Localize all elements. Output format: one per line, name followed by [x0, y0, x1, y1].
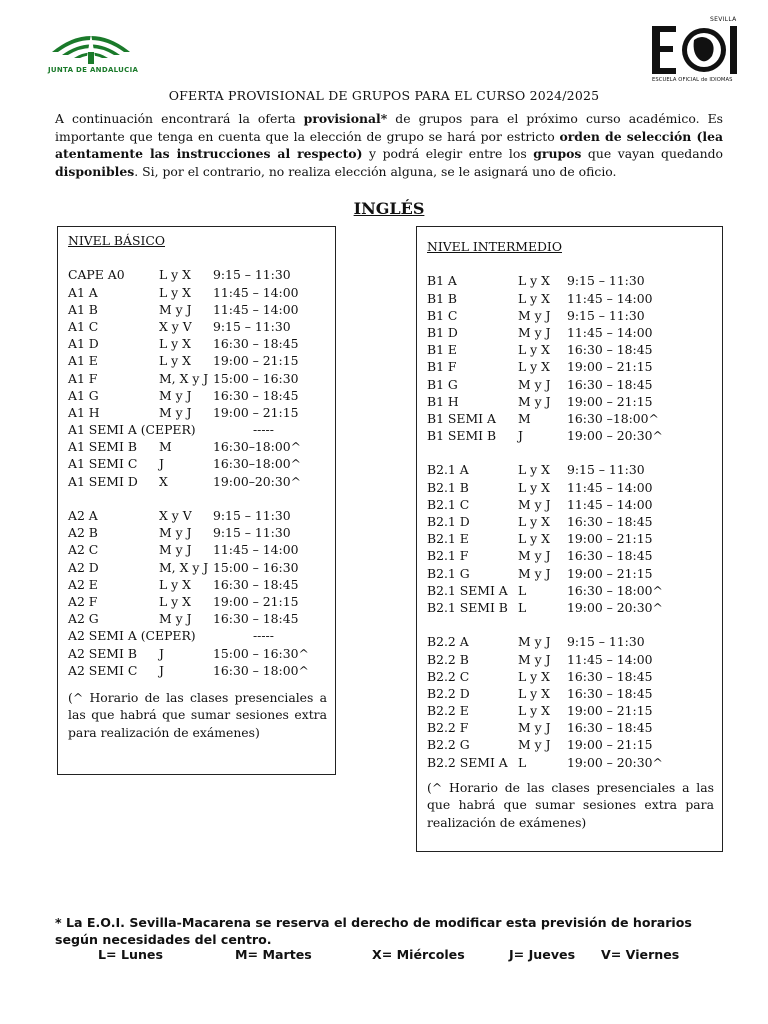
intermediate-days: M y J	[518, 651, 551, 667]
basic-days: L y X	[159, 576, 191, 592]
intermediate-group-name: B1 F	[427, 359, 457, 375]
intermediate-group-name: B1 A	[427, 273, 457, 289]
intermediate-group-name: B1 H	[427, 393, 459, 409]
intermediate-days: J	[518, 428, 523, 444]
basic-days: M y J	[159, 301, 192, 317]
intermediate-group-name: B1 E	[427, 342, 457, 358]
intermediate-row	[427, 461, 722, 478]
basic-row	[68, 559, 335, 576]
basic-days: M, X y J	[159, 370, 209, 386]
basic-time: 11:45 – 14:00	[213, 542, 299, 558]
intermediate-group-name: B2.1 A	[427, 462, 469, 478]
basic-row	[68, 387, 335, 404]
intermediate-time: 16:30 – 18:45	[567, 685, 653, 701]
basic-days: L y X	[159, 284, 191, 300]
intermediate-note: (^ Horario de las clases presenciales a las que habrá que sumar sesiones extra para realización de exámenes)	[427, 779, 714, 830]
basic-group-name: A2 D	[68, 559, 99, 575]
intermediate-days: L y X	[518, 342, 550, 358]
intermediate-group-name: B2.2 G	[427, 737, 470, 753]
intermediate-group-name: B2.1 E	[427, 531, 469, 547]
basic-time: 9:15 – 11:30	[213, 267, 291, 283]
basic-row	[68, 352, 335, 369]
basic-days: M, X y J	[159, 559, 209, 575]
spacer	[427, 616, 722, 633]
intermediate-row	[427, 702, 722, 719]
intermediate-days: L y X	[518, 462, 550, 478]
intermediate-days: L y X	[518, 703, 550, 719]
intermediate-days: M y J	[518, 720, 551, 736]
intermediate-row	[427, 272, 722, 289]
legend-miercoles: X= Miércoles	[372, 947, 465, 962]
basic-time: 15:00 – 16:30	[213, 559, 299, 575]
intermediate-level-box	[416, 226, 723, 852]
intermediate-group-name: B2.2 SEMI A	[427, 754, 508, 770]
basic-time: -----	[253, 628, 274, 644]
basic-time: -----	[253, 422, 274, 438]
intermediate-days: L y X	[518, 359, 550, 375]
legend-martes: M= Martes	[235, 947, 312, 962]
basic-group-name: A2 C	[68, 542, 99, 558]
intermediate-group-name: B2.2 E	[427, 703, 469, 719]
basic-group-name: A2 A	[68, 508, 98, 523]
basic-group-name: A1 B	[68, 301, 98, 317]
intermediate-row	[427, 479, 722, 496]
basic-time: 16:30 – 18:45	[213, 611, 299, 627]
intro-bold: orden de selección (lea atentamente las instrucciones al respecto)	[55, 128, 723, 161]
intermediate-time: 19:00 – 20:30^	[567, 754, 663, 770]
junta-logo-text: JUNTA DE ANDALUCIA	[48, 66, 139, 74]
basic-row	[68, 576, 335, 593]
intermediate-group-name: B2.1 F	[427, 548, 469, 564]
intermediate-days: M y J	[518, 634, 551, 650]
intermediate-group-name: B2.2 B	[427, 651, 469, 667]
intro-text: que vayan quedando	[581, 146, 723, 161]
basic-group-name: A1 SEMI D	[68, 473, 138, 489]
intro-text: y podrá elegir entre los	[362, 146, 534, 161]
intermediate-group-name: B2.2 D	[427, 685, 470, 701]
basic-days: X	[159, 473, 168, 489]
basic-row	[68, 645, 335, 662]
intermediate-days: M	[518, 410, 531, 426]
intermediate-row	[427, 685, 722, 702]
intermediate-time: 19:00 – 21:15	[567, 565, 653, 581]
intermediate-time: 16:30 – 18:45	[567, 376, 653, 392]
intro-text: de grupos para el próximo curso académico. Es importante que tenga en cuenta que la elección de grupo se hará por estricto	[55, 111, 723, 144]
basic-time: 19:00 – 21:15	[213, 404, 299, 420]
basic-time: 15:00 – 16:30^	[213, 645, 309, 661]
basic-row	[68, 455, 335, 472]
basic-row	[68, 473, 335, 490]
basic-group-name: A1 A	[68, 284, 98, 300]
basic-time: 11:45 – 14:00	[213, 284, 299, 300]
intro-paragraph	[55, 110, 723, 180]
intermediate-row	[427, 547, 722, 564]
intermediate-group-name: B1 D	[427, 324, 458, 340]
intermediate-row	[427, 410, 722, 427]
basic-time: 9:15 – 11:30	[213, 525, 291, 541]
footer-disclaimer: * La E.O.I. Sevilla-Macarena se reserva el derecho de modificar esta previsión de horarios según necesidades del centro.	[55, 915, 692, 947]
intro-bold: provisional*	[303, 111, 388, 126]
intermediate-time: 16:30 – 18:45	[567, 668, 653, 684]
basic-row	[68, 593, 335, 610]
intermediate-days: L y X	[518, 685, 550, 701]
intermediate-time: 9:15 – 11:30	[567, 462, 645, 478]
basic-level-box	[57, 226, 336, 775]
basic-group-name: A2 G	[68, 611, 99, 627]
basic-group-name: A2 SEMI A (CEPER)	[68, 628, 196, 644]
basic-days: M y J	[159, 387, 192, 403]
basic-group-name: CAPE A0	[68, 267, 125, 283]
intermediate-time: 19:00 – 20:30^	[567, 599, 663, 615]
intermediate-row	[427, 427, 722, 444]
basic-row	[68, 662, 335, 679]
basic-days: X y V	[159, 318, 192, 334]
basic-days: M y J	[159, 542, 192, 558]
intermediate-time: 19:00 – 21:15	[567, 703, 653, 719]
intermediate-time: 19:00 – 21:15	[567, 531, 653, 547]
basic-time: 9:15 – 11:30	[213, 508, 291, 523]
intermediate-schedule-list	[427, 272, 722, 770]
intermediate-days: L y X	[518, 668, 550, 684]
intermediate-row	[427, 719, 722, 736]
intermediate-days: M y J	[518, 393, 551, 409]
basic-days: L y X	[159, 336, 191, 352]
language-heading: INGLÉS	[353, 199, 425, 218]
basic-row	[68, 335, 335, 352]
intermediate-time: 16:30 – 18:45	[567, 342, 653, 358]
intermediate-row	[427, 324, 722, 341]
intermediate-time: 19:00 – 20:30^	[567, 428, 663, 444]
intermediate-time: 19:00 – 21:15	[567, 393, 653, 409]
intermediate-row	[427, 736, 722, 753]
document-title: OFERTA PROVISIONAL DE GRUPOS PARA EL CURSO 2024/2025	[168, 88, 600, 103]
intermediate-time: 16:30 – 18:45	[567, 720, 653, 736]
basic-group-name: A1 C	[68, 318, 99, 334]
intermediate-row	[427, 496, 722, 513]
intermediate-group-name: B2.1 SEMI B	[427, 599, 508, 615]
basic-time: 16:30 – 18:00^	[213, 662, 309, 678]
basic-time: 15:00 – 16:30	[213, 370, 299, 386]
basic-group-name: A2 SEMI C	[68, 662, 138, 678]
basic-row	[68, 404, 335, 421]
intermediate-time: 19:00 – 21:15	[567, 359, 653, 375]
intermediate-row	[427, 307, 722, 324]
basic-group-name: A1 D	[68, 336, 99, 352]
basic-row	[68, 438, 335, 455]
intermediate-time: 11:45 – 14:00	[567, 290, 653, 306]
eoi-logo-city: SEVILLA	[710, 16, 737, 23]
intermediate-time: 11:45 – 14:00	[567, 324, 653, 340]
intermediate-time: 9:15 – 11:30	[567, 634, 645, 650]
intermediate-group-name: B2.2 A	[427, 634, 469, 650]
intermediate-days: M y J	[518, 376, 551, 392]
basic-time: 11:45 – 14:00	[213, 301, 299, 317]
basic-time: 16:30 – 18:45	[213, 576, 299, 592]
basic-group-name: A1 G	[68, 387, 99, 403]
intermediate-group-name: B2.1 SEMI A	[427, 582, 508, 598]
basic-level-title: NIVEL BÁSICO	[68, 233, 165, 248]
intermediate-time: 16:30 – 18:45	[567, 514, 653, 529]
intermediate-group-name: B1 SEMI A	[427, 410, 496, 426]
intermediate-time: 16:30 – 18:45	[567, 548, 653, 564]
intermediate-time: 11:45 – 14:00	[567, 651, 653, 667]
intermediate-days: M y J	[518, 307, 551, 323]
intermediate-time: 9:15 – 11:30	[567, 307, 645, 323]
basic-group-name: A2 SEMI B	[68, 645, 137, 661]
intermediate-time: 16:30 – 18:00^	[567, 582, 663, 598]
legend-jueves: J= Jueves	[509, 947, 576, 962]
basic-days: J	[159, 645, 164, 661]
basic-group-name: A1 SEMI C	[68, 456, 138, 472]
basic-row	[68, 627, 335, 644]
basic-time: 9:15 – 11:30	[213, 318, 291, 334]
intermediate-days: L	[518, 599, 527, 615]
intermediate-days: L y X	[518, 514, 550, 529]
intermediate-row	[427, 341, 722, 358]
intermediate-group-name: B2.2 F	[427, 720, 469, 736]
intermediate-time: 16:30 –18:00^	[567, 410, 659, 426]
intermediate-days: M y J	[518, 737, 551, 753]
intermediate-row	[427, 565, 722, 582]
intro-bold: grupos	[533, 146, 582, 161]
intermediate-days: M y J	[518, 548, 551, 564]
basic-row	[68, 284, 335, 301]
basic-row	[68, 266, 335, 283]
basic-group-name: A2 B	[68, 525, 98, 541]
intermediate-row	[427, 530, 722, 547]
intermediate-group-name: B1 C	[427, 307, 458, 323]
intermediate-row	[427, 290, 722, 307]
basic-days: M y J	[159, 525, 192, 541]
intermediate-time: 11:45 – 14:00	[567, 496, 653, 512]
basic-group-name: A1 SEMI B	[68, 439, 137, 455]
intermediate-row	[427, 376, 722, 393]
basic-days: L y X	[159, 593, 191, 609]
basic-row	[68, 524, 335, 541]
basic-row	[68, 507, 335, 524]
intro-bold: disponibles	[55, 163, 135, 179]
basic-time: 16:30–18:00^	[213, 456, 301, 472]
intermediate-days: M y J	[518, 496, 551, 512]
intermediate-group-name: B2.1 G	[427, 565, 470, 581]
intermediate-group-name: B1 SEMI B	[427, 428, 497, 444]
intermediate-time: 9:15 – 11:30	[567, 273, 645, 289]
basic-row	[68, 421, 335, 438]
intermediate-days: L y X	[518, 531, 550, 547]
intermediate-group-name: B2.1 C	[427, 496, 470, 512]
basic-time: 19:00–20:30^	[213, 473, 301, 489]
intermediate-row	[427, 582, 722, 599]
intermediate-row	[427, 633, 722, 650]
basic-time: 19:00 – 21:15	[213, 593, 299, 609]
intermediate-group-name: B1 B	[427, 290, 458, 306]
eoi-logo	[646, 16, 742, 86]
basic-group-name: A1 SEMI A (CEPER)	[68, 422, 196, 438]
basic-days: X y V	[159, 508, 192, 523]
intermediate-row	[427, 651, 722, 668]
basic-days: L y X	[159, 353, 191, 369]
basic-group-name: A1 F	[68, 370, 98, 386]
basic-days: L y X	[159, 267, 191, 283]
basic-group-name: A1 E	[68, 353, 98, 369]
intro-text: . Si, por el contrario, no realiza elección alguna, se le asignará uno de oficio.	[134, 163, 617, 179]
basic-group-name: A2 F	[68, 593, 98, 609]
intro-text: A continuación encontrará la oferta	[55, 111, 304, 126]
basic-time: 16:30–18:00^	[213, 439, 301, 455]
intermediate-time: 19:00 – 21:15	[567, 737, 653, 753]
basic-time: 19:00 – 21:15	[213, 353, 299, 369]
intermediate-row	[427, 668, 722, 685]
basic-days: M y J	[159, 611, 192, 627]
basic-days: J	[159, 662, 164, 678]
intermediate-days: M y J	[518, 324, 551, 340]
intermediate-group-name: B2.2 C	[427, 668, 470, 684]
basic-row	[68, 610, 335, 627]
intermediate-row	[427, 393, 722, 410]
spacer	[68, 490, 335, 507]
eoi-logo-subtitle: ESCUELA OFICIAL de IDIOMAS	[652, 77, 733, 83]
basic-row	[68, 318, 335, 335]
legend-lunes: L= Lunes	[98, 947, 163, 962]
basic-row	[68, 301, 335, 318]
basic-days: M y J	[159, 404, 192, 420]
intermediate-days: L y X	[518, 479, 550, 495]
basic-note: (^ Horario de las clases presenciales a las que habrá que sumar sesiones extra para realización de exámenes)	[68, 689, 327, 741]
intermediate-days: M y J	[518, 565, 551, 581]
intermediate-row	[427, 754, 722, 771]
intermediate-group-name: B1 G	[427, 376, 458, 392]
legend-viernes: V= Viernes	[601, 947, 680, 962]
basic-days: J	[159, 456, 164, 472]
spacer	[427, 444, 722, 461]
basic-schedule-list	[68, 266, 335, 679]
basic-time: 16:30 – 18:45	[213, 336, 299, 352]
intermediate-row	[427, 358, 722, 375]
intermediate-row	[427, 513, 722, 530]
intermediate-time: 11:45 – 14:00	[567, 479, 653, 495]
basic-days: M	[159, 439, 172, 455]
intermediate-group-name: B2.1 B	[427, 479, 469, 495]
intermediate-days: L y X	[518, 273, 550, 289]
intermediate-days: L	[518, 754, 527, 770]
basic-row	[68, 370, 335, 387]
intermediate-days: L y X	[518, 290, 550, 306]
basic-time: 16:30 – 18:45	[213, 387, 299, 403]
basic-row	[68, 541, 335, 558]
intermediate-days: L	[518, 582, 527, 598]
basic-group-name: A1 H	[68, 404, 100, 420]
basic-group-name: A2 E	[68, 576, 98, 592]
intermediate-row	[427, 599, 722, 616]
intermediate-group-name: B2.1 D	[427, 514, 470, 529]
intermediate-level-title: NIVEL INTERMEDIO	[427, 239, 562, 254]
